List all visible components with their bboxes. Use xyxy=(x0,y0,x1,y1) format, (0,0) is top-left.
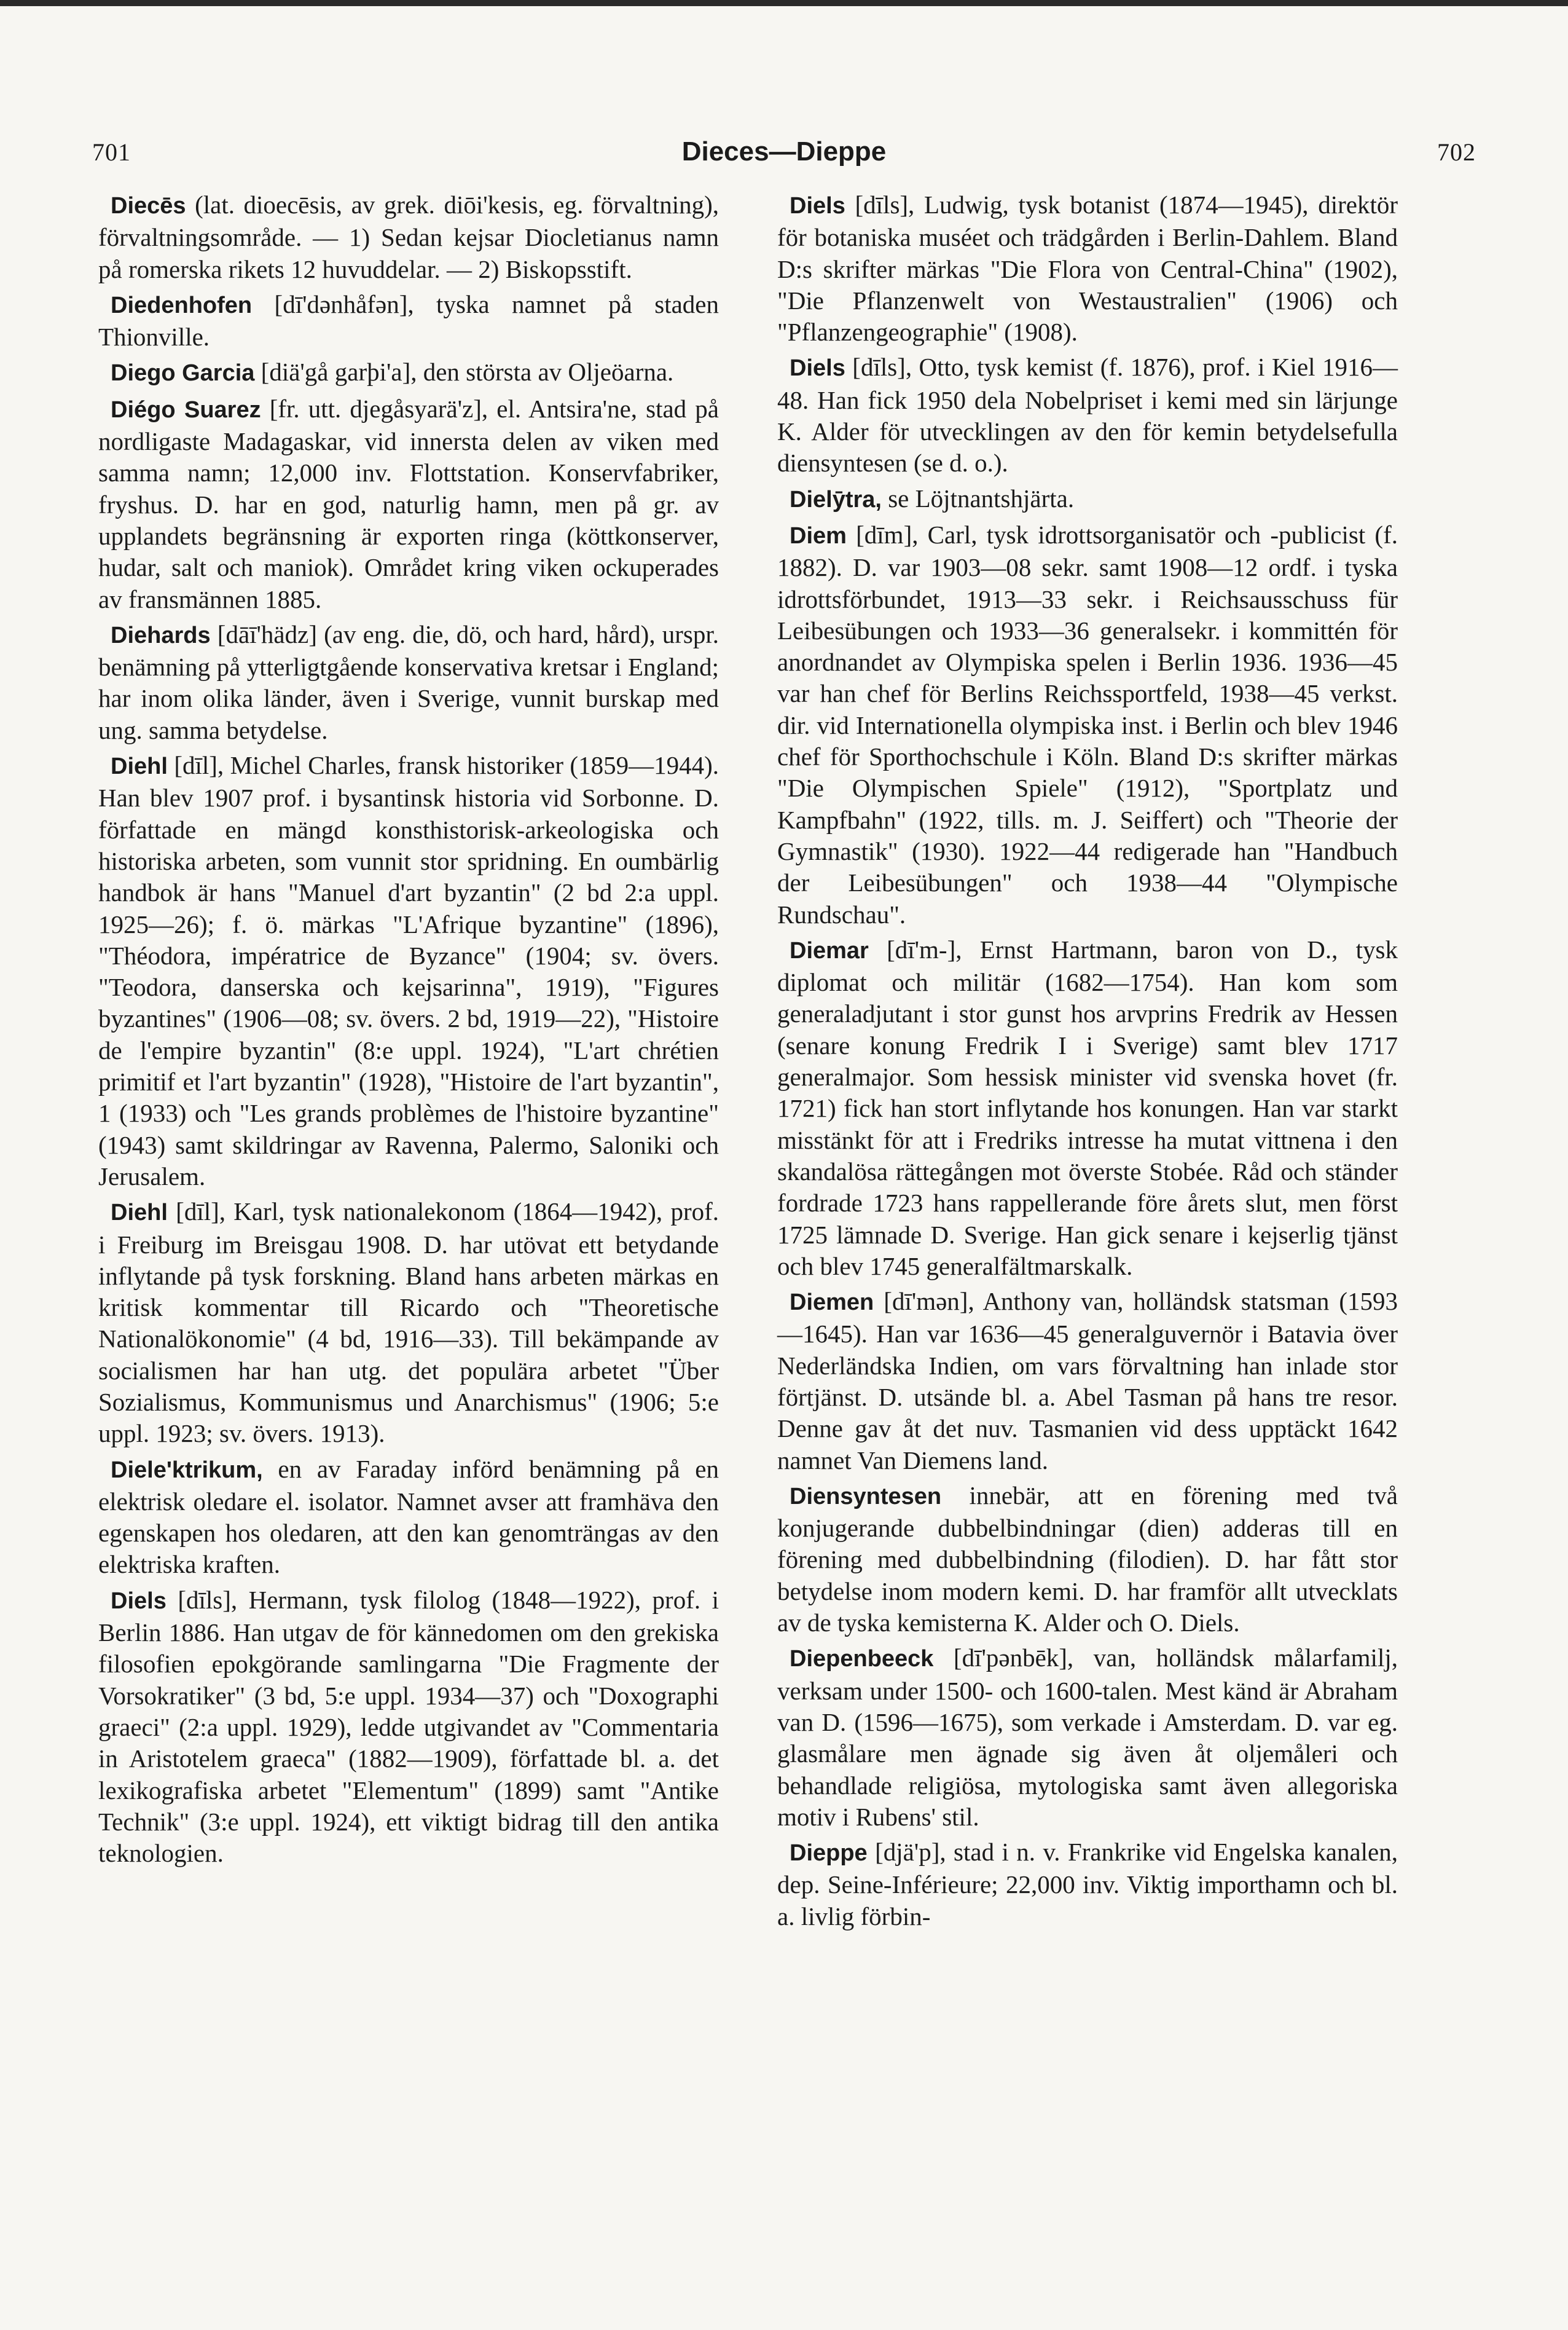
entry-text: [dīls], Hermann, tysk filolog (1848—1922), prof. i Berlin 1886. Han utgav de för kännedomen om den grekiska filosofien epokgörande samlingarna "Die Fragmente der Vorsokratiker" (3 bd, 5:e uppl. 1934—37) och "Doxographi graeci" (2:a uppl. 1929), ledde utgivandet av "Commentaria in Aristotelem graeca" (1882—1909), författade bl. a. det lexikografiska arbetet "Elementum" (1899) samt "Antike Technik" (3:e uppl. 1924), ett viktigt bidrag till den antika teknologien. xyxy=(98,1585,719,1868)
entry-diepenbeeck xyxy=(777,1642,1398,1833)
entry-diego-garcia xyxy=(98,356,719,389)
entry-text: [dīl], Michel Charles, fransk historiker (1859—1944). Han blev 1907 prof. i bysantinsk historia vid Sorbonne. D. författade en mängd konsthistorisk-arkeologiska och historiska arbeten, som vunnit stor spridning. En oumbärlig handbok är hans "Manuel d'art byzantin" (2 bd 2:a uppl. 1925—26); f. ö. märkas "L'Afrique byzantine" (1896), "Théodora, impératrice de Byzance" (1904; sv. övers. "Teodora, danserska och kejsarinna", 1919), "Figures byzantines" (1906—08; sv. övers. 2 bd, 1919—22), "Histoire de l'empire byzantin" (8:e uppl. 1924), "L'art chrétien primitif et l'art byzantin" (1928), "Histoire de l'art byzantin", 1 (1933) och "Les grands problèmes de l'histoire byzantine" (1943) samt skildringar av Ravenna, Palermo, Saloniki och Jerusalem. xyxy=(98,751,719,1191)
entry-headword: Diehl xyxy=(111,1200,168,1226)
entry-diensyntesen xyxy=(777,1480,1398,1639)
entry-text: innebär, att en förening med två konjugerande dubbelbindningar (dien) adderas till en förening med dubbelbindning (filodien). D. har fått stor betydelse inom modern kemi. D. har framför allt utvecklats av de tyska kemisterna K. Alder och O. Diels. xyxy=(777,1481,1398,1637)
entry-text: [dīls], Ludwig, tysk botanist (1874—1945), direktör för botaniska muséet och trädgården i Berlin-Dahlem. Bland D:s skrifter märkas "Die Flora von Central-China" (1902), "Die Pflanzenwelt von Westaustralien" (1906) och "Pflanzengeographie" (1908). xyxy=(777,191,1398,347)
entry-diehards xyxy=(98,619,719,746)
entry-headword: Diensyntesen xyxy=(790,1483,942,1509)
entry-diels-hermann xyxy=(98,1584,719,1870)
entry-dielektrikum xyxy=(98,1454,719,1581)
entry-text: [dīl], Karl, tysk nationalekonom (1864—1942), prof. i Freiburg im Breisgau 1908. D. har utövat ett betydande inflytande på tysk forskning. Bland hans arbeten märkas en kritisk kommentar till Ricardo och "Theoretische Nationalökonomie" (4 bd, 1916—33). Till bekämpande av socialismen har han utg. det populära arbetet "Über Sozialismus, Kommunismus und Anarchismus" (1906; 5:e uppl. 1923; sv. övers. 1913). xyxy=(98,1197,719,1448)
left-page-number: 701 xyxy=(92,138,131,166)
entry-headword: Diego Garcia xyxy=(111,360,255,387)
entry-headword: Diégo Suarez xyxy=(111,396,261,423)
entry-diemar xyxy=(777,934,1398,1282)
entry-headword: Diehl xyxy=(111,754,168,780)
entry-headword: Diedenhofen xyxy=(111,292,253,318)
entry-diem xyxy=(777,519,1398,931)
entry-dieces xyxy=(98,189,719,285)
entry-diehl-michel xyxy=(98,750,719,1192)
entry-headword: Diels xyxy=(790,355,845,382)
entry-text: [dī'pənbēk], van, holländsk målarfamilj, verksam under 1500- och 1600-talen. Mest känd är Abraham van D. (1596—1675), som verkade i Amsterdam. D. var eg. glasmålare men ägnade sig även åt oljemåleri och behandlade religiösa, mytologiska samt även allegoriska motiv i Rubens' stil. xyxy=(777,1643,1398,1831)
entry-text: (lat. dioecēsis, av grek. diōi'kesis, eg. förvaltning), förvaltningsområde. — 1) Sedan kejsar Diocletianus namn på romerska rikets 12 huvuddelar. — 2) Biskopsstift. xyxy=(98,191,719,283)
entry-dieppe xyxy=(777,1836,1398,1932)
entry-text: [dī'dənhåfən], tyska namnet på staden Thionville. xyxy=(98,289,719,352)
entry-text: en av Faraday införd benämning på en elektrisk oledare el. isolator. Namnet avser att framhäva den egenskapen hos oledaren, att den kan genomträngas av den elektriska kraften. xyxy=(98,1454,719,1579)
entry-diehl-karl xyxy=(98,1196,719,1449)
right-page-number: 702 xyxy=(1437,138,1476,166)
entry-text: [dī'mən], Anthony van, holländsk statsman (1593—1645). Han var 1636—45 generalguvernör i Batavia över Nederländska Indien, om vars förvaltning han inlade stor förtjänst. D. utsände bl. a. Abel Tasman på hans tre resor. Denne gav åt det nuv. Tasmanien vid dess upptäckt 1642 namnet Van Diemens land. xyxy=(777,1287,1398,1474)
running-title: Dieces—Dieppe xyxy=(681,136,887,167)
entry-headword: Dieppe xyxy=(790,1840,868,1867)
entry-headword: Diehards xyxy=(111,622,211,648)
right-column xyxy=(777,189,1398,1936)
entry-diemen xyxy=(777,1286,1398,1476)
entry-headword: Diemen xyxy=(790,1289,874,1316)
entry-text: [diä'gå garþi'a], den största av Oljeöarna. xyxy=(254,358,674,387)
entry-headword: Diels xyxy=(111,1588,167,1614)
entry-headword: Diepenbeeck xyxy=(790,1646,934,1672)
entry-dielytra xyxy=(777,483,1398,516)
entry-headword: Dielȳtra, xyxy=(790,486,882,513)
entry-headword: Diem xyxy=(790,522,847,549)
entry-text: [fr. utt. djegåsyarä'z], el. Antsira'ne, stad på nordligaste Madagaskar, vid innersta delen av viken med samma namn; 12,000 inv. Flottstation. Konservfabriker, fryshus. D. har en god, naturlig hamn, men på gr. av upplandets begränsning är exporten ringa (köttkonserver, hudar, salt och maniok). Området kring viken ockuperades av fransmännen 1885. xyxy=(98,394,719,613)
entry-text: [dīm], Carl, tysk idrottsorganisatör och -publicist (f. 1882). D. var 1903—08 sekr. samt 1908—12 ordf. i tyska idrottsförbundet, 1913—33 sekr. i Reichsausschuss für Leibesübungen och 1933—36 generalsekr. i kommittén för anordnandet av Olympiska spelen i Berlin 1936. 1936—45 var han chef för Berlins Reichssportfeld, 1938—45 verkst. dir. vid Internationella olympiska inst. i Berlin och blev 1946 chef för Sporthochschule i Köln. Bland D:s skrifter märkas "Die Olympischen Spiele" (1912), "Sportplatz und Kampfbahn" (1922, tills. m. J. Seiffert) och "Theorie der Gymnastik" (1930). 1922—44 redigerade han "Handbuch der Leibesübungen" och 1938—44 "Olympische Rundschau". xyxy=(777,520,1398,929)
entry-text: se Löjtnantshjärta. xyxy=(881,484,1075,513)
entry-headword: Diels xyxy=(790,193,845,219)
entry-text: [dīls], Otto, tysk kemist (f. 1876), prof. i Kiel 1916—48. Han fick 1950 dela Nobelpriset i kemi med sin lärjunge K. Alder för utvecklingen av den för kemin betydelsefulla diensyntesen (se d. o.). xyxy=(777,353,1398,478)
entry-text: [dī'm-], Ernst Hartmann, baron von D., tysk diplomat och militär (1682—1754). Han kom som generaladjutant i stor gunst hos arvprins Fredrik av Hessen (senare konung Fredrik I i Sverige) samt blev 1717 generalmajor. Som hessisk minister vid svenska hovet (fr. 1721) fick han stort inflytande hos konungen. Han var starkt misstänkt för att i Fredriks intresse ha mutat vittnena i den skandalösa rättegången mot överste Stobée. Råd och ständer fordrade 1723 hans rappellerande före årets slut, men först 1725 lämnade D. Sverige. Han gick senare i kejserlig tjänst och blev 1745 generalfältmarskalk. xyxy=(777,935,1398,1280)
entry-diels-otto xyxy=(777,352,1398,479)
entry-text: [djä'p], stad i n. v. Frankrike vid Engelska kanalen, dep. Seine-Inférieure; 22,000 inv. Viktig importhamn och bl. a. livlig förbin- xyxy=(777,1838,1398,1931)
entry-diels-ludwig xyxy=(777,189,1398,348)
entry-headword: Diecēs xyxy=(111,193,186,219)
scan-edge xyxy=(0,0,1568,6)
left-column xyxy=(98,189,719,1873)
entry-diedenhofen xyxy=(98,289,719,353)
page-header xyxy=(92,136,1476,179)
entry-diego-suarez xyxy=(98,393,719,615)
entry-text: [dāī'hädz] (av eng. die, dö, och hard, hård), urspr. benämning på ytterligtgående konservativa kretsar i England; har inom olika länder, även i Sverige, vunnit burskap med ung. samma betydelse. xyxy=(98,620,719,744)
entry-headword: Diele'ktrikum, xyxy=(111,1457,263,1483)
entry-headword: Diemar xyxy=(790,937,869,964)
